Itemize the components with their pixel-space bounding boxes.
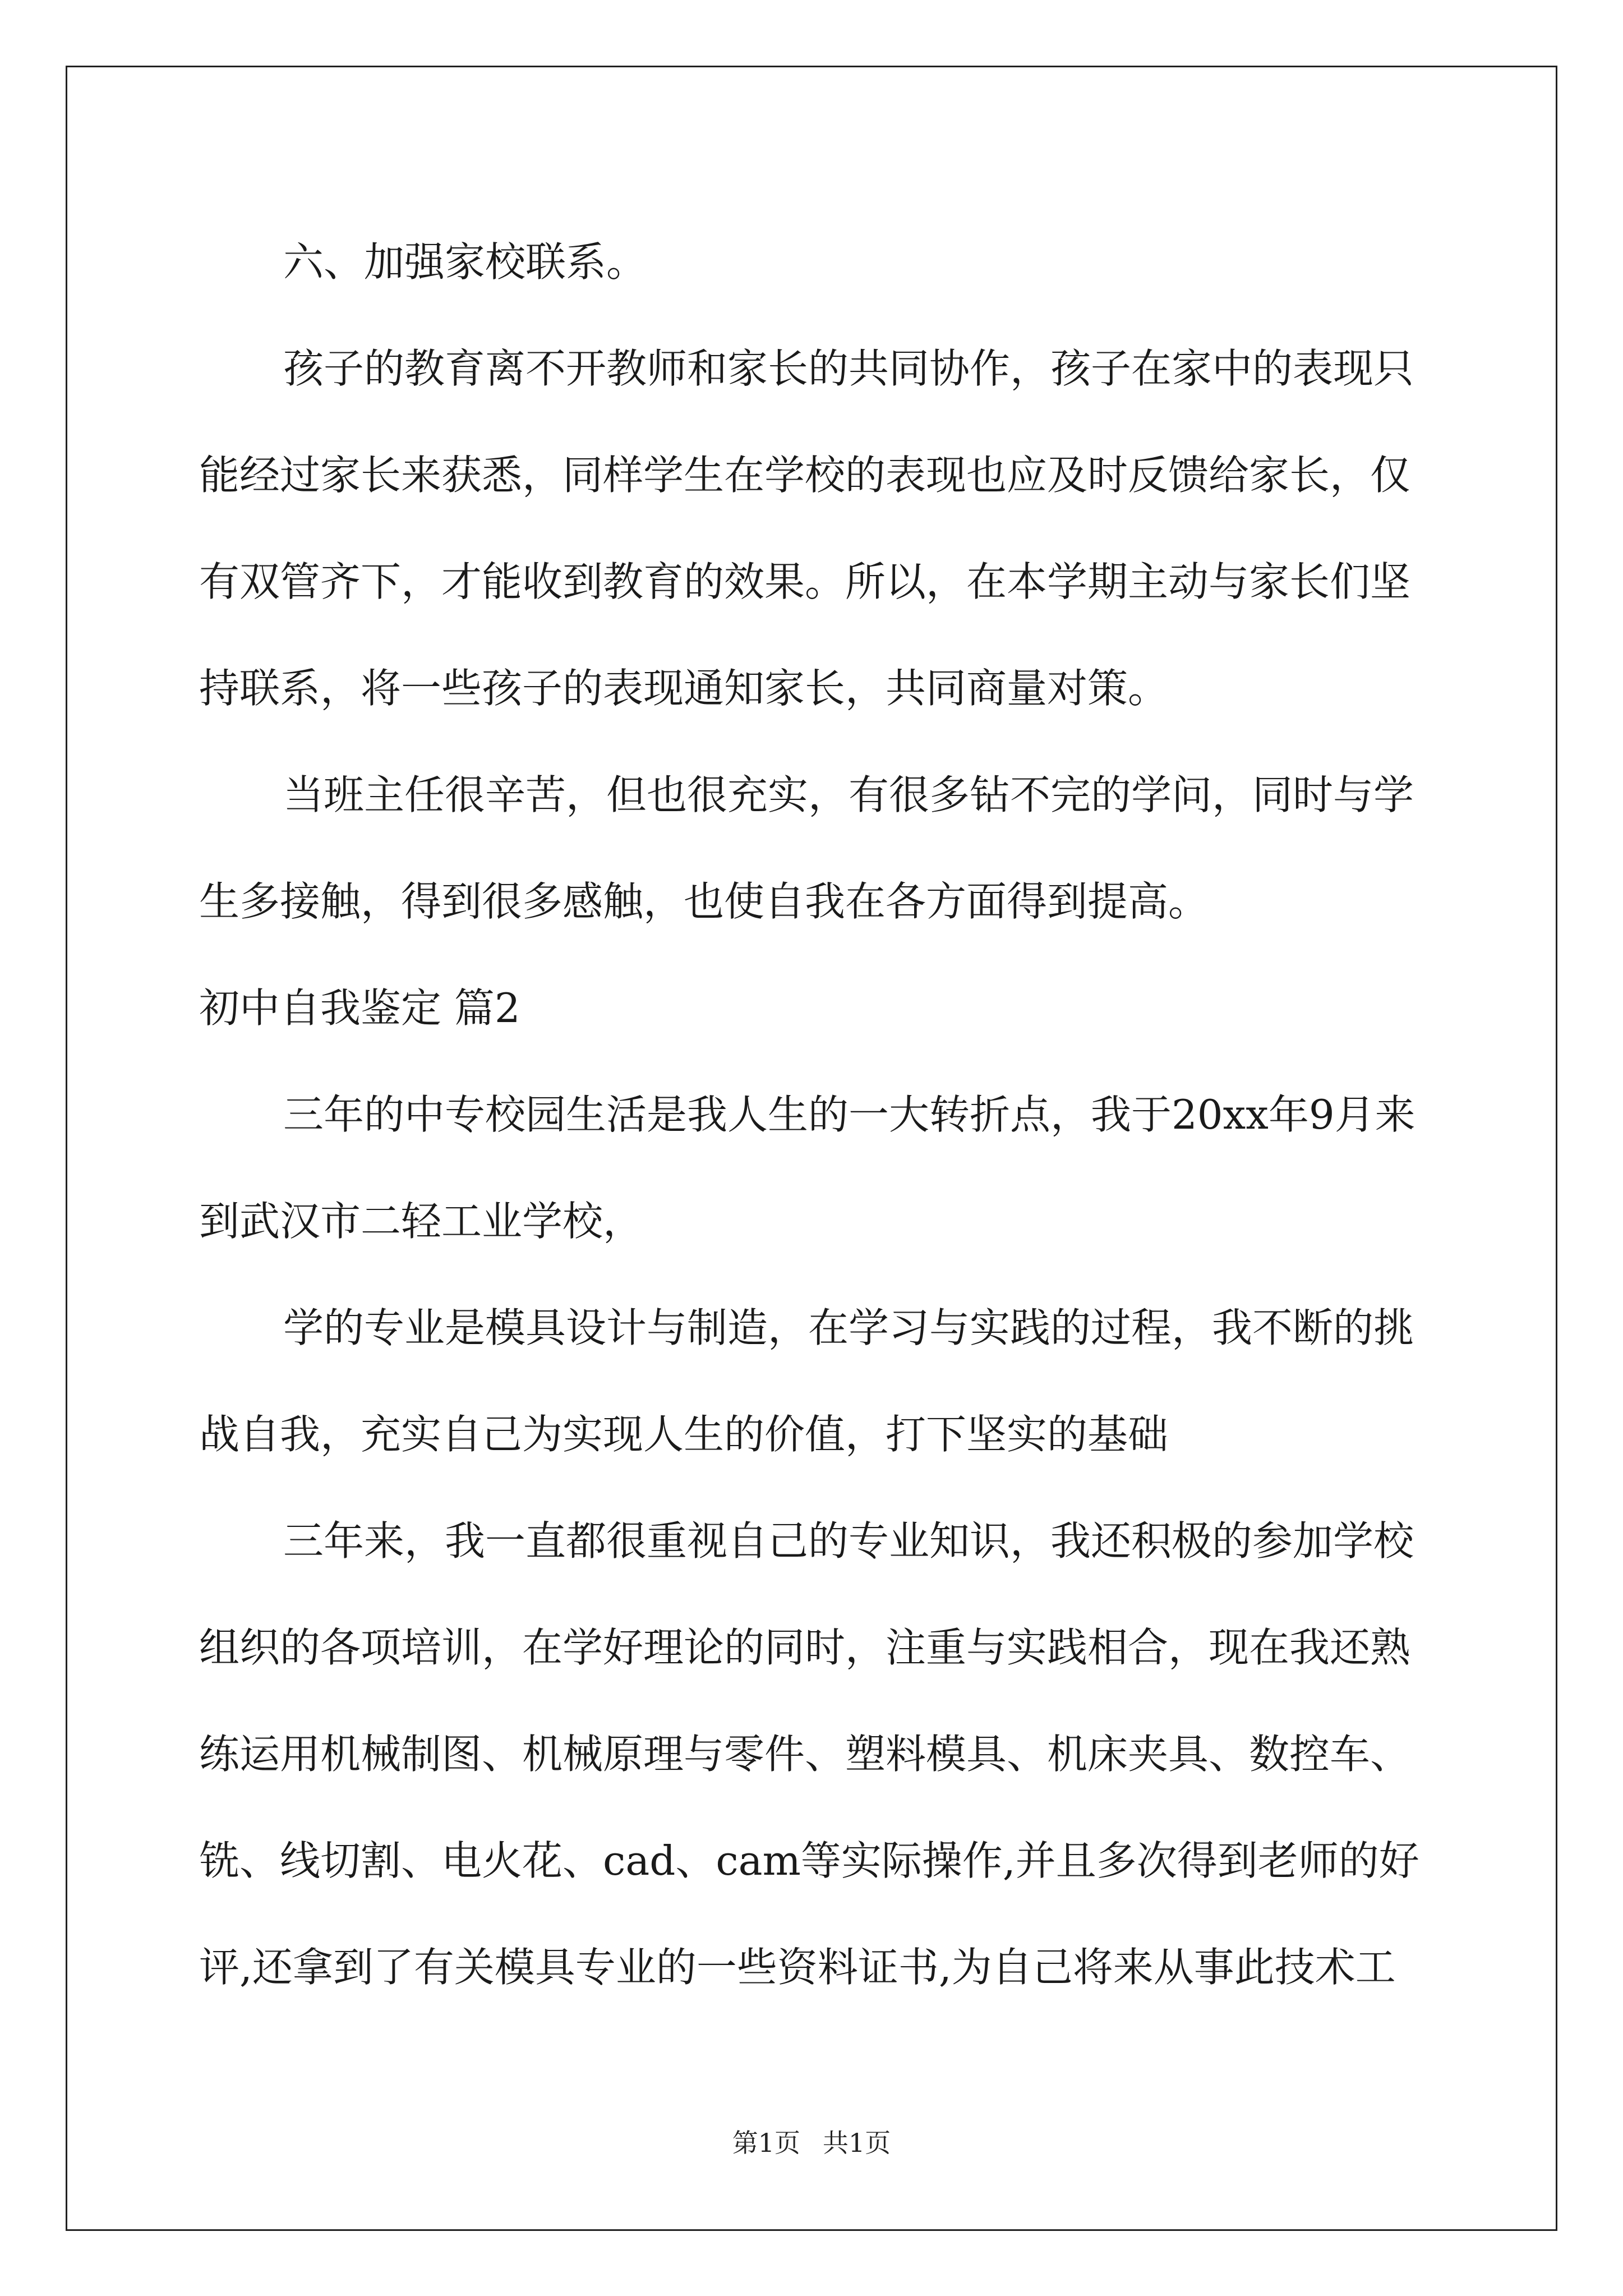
text-line: 练运用机械制图、机械原理与零件、塑料模具、机床夹具、数控车、	[199, 1731, 1411, 1778]
text-line: 到武汉市二轻工业学校，	[199, 1198, 644, 1245]
text-line: 战自我，充实自己为实现人生的价值，打下坚实的基础	[199, 1411, 1169, 1458]
text-line: 三年的中专校园生活是我人生的一大转折点，我于20xx年9月来	[283, 1091, 1415, 1138]
paragraph	[199, 1061, 1433, 1274]
section-heading	[199, 955, 1433, 1061]
text-line: 当班主任很辛苦，但也很充实，有很多钻不完的学问，同时与学	[283, 771, 1414, 818]
text-line: 持联系，将一些孩子的表现通知家长，共同商量对策。	[199, 665, 1169, 712]
document-body	[199, 209, 1433, 2021]
text-line: 组织的各项培训，在学好理论的同时，注重与实践相合，现在我还熟	[199, 1624, 1411, 1671]
page-total: 共1页	[823, 2128, 891, 2158]
text-line: 孩子的教育离不开教师和家长的共同协作，孩子在家中的表现只	[283, 345, 1414, 392]
heading-text: 初中自我鉴定 篇2	[199, 984, 520, 1032]
paragraph	[199, 209, 1433, 315]
text-line: 学的专业是模具设计与制造，在学习与实践的过程，我不断的挑	[283, 1304, 1414, 1351]
paragraph	[199, 1274, 1433, 1488]
paragraph	[199, 742, 1433, 955]
text-line: 三年来，我一直都很重视自己的专业知识，我还积极的参加学校	[283, 1517, 1414, 1565]
text-line: 生多接触，得到很多感触，也使自我在各方面得到提高。	[199, 878, 1209, 925]
text-line: 有双管齐下，才能收到教育的效果。所以，在本学期主动与家长们坚	[199, 558, 1411, 605]
page-footer	[0, 2126, 1623, 2160]
paragraph	[199, 1488, 1433, 2021]
page-number: 第1页	[732, 2128, 800, 2158]
text-line: 能经过家长来获悉，同样学生在学校的表现也应及时反馈给家长，仅	[199, 452, 1411, 499]
text-line: 铣、线切割、电火花、cad、cam等实际操作,并且多次得到老师的好	[199, 1837, 1419, 1884]
text-line: 六、加强家校联系。	[283, 238, 647, 286]
paragraph	[199, 315, 1433, 742]
text-line: 评,还拿到了有关模具专业的一些资料证书,为自己将来从事此技术工	[199, 1944, 1396, 1991]
